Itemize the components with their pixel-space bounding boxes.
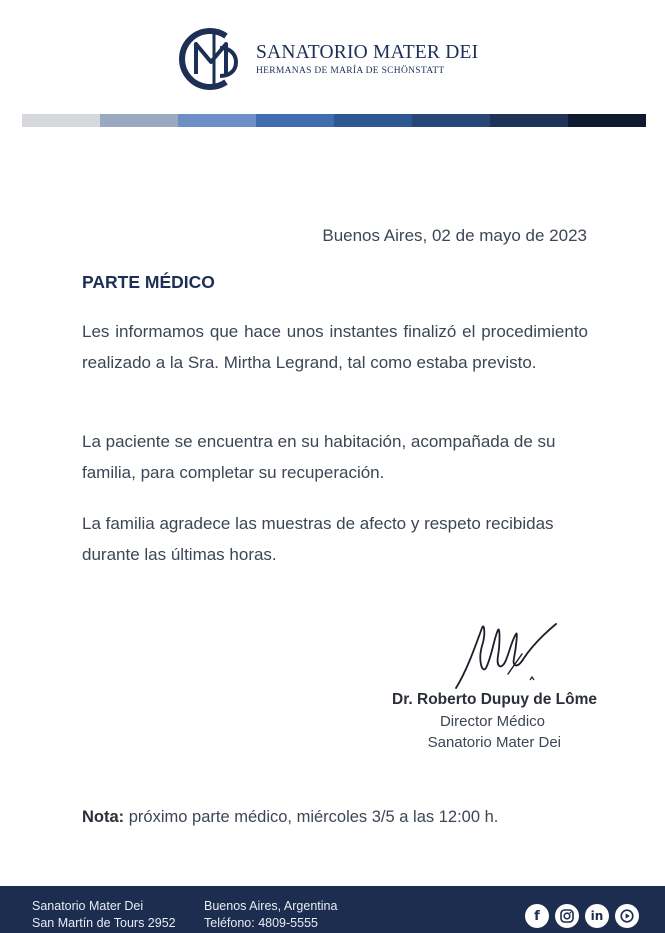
note <box>82 808 498 827</box>
color-bar-segment <box>178 114 256 127</box>
msd-monogram-logo <box>176 24 246 94</box>
handwritten-signature <box>452 616 562 694</box>
brand-subtitle: HERMANAS DE MARÍA DE SCHÖNSTATT <box>256 66 445 76</box>
signer-org: Sanatorio Mater Dei <box>427 734 561 751</box>
linkedin-icon[interactable]: in <box>585 904 609 928</box>
footer-address-block <box>32 898 176 932</box>
color-bar-segment <box>334 114 412 127</box>
color-bar-segment <box>100 114 178 127</box>
footer <box>0 886 665 933</box>
color-bar-segment <box>568 114 646 127</box>
color-bar-segment <box>22 114 100 127</box>
document-title: PARTE MÉDICO <box>82 272 215 292</box>
header-color-bar <box>22 114 646 127</box>
color-bar-segment <box>412 114 490 127</box>
paragraph-3: La familia agradece las muestras de afecto y respeto recibidas durante las últimas horas. <box>82 514 554 564</box>
paragraph-1: Les informamos que hace unos instantes finalizó el procedimiento realizado a la Sra. Mirtha Legrand, tal como estaba previsto. <box>82 322 588 372</box>
signer-role: Director Médico <box>439 713 545 730</box>
brand-name: SANATORIO MATER DEI <box>256 42 479 63</box>
paragraph-2: La paciente se encuentra en su habitación, acompañada de su familia, para completar su recuperación. <box>82 432 556 482</box>
letterhead <box>0 0 665 110</box>
instagram-icon[interactable] <box>555 904 579 928</box>
date-line: Buenos Aires, 02 de mayo de 2023 <box>322 226 587 245</box>
color-bar-segment <box>256 114 334 127</box>
social-links <box>525 904 639 928</box>
facebook-icon[interactable]: f <box>525 904 549 928</box>
footer-org-name: Sanatorio Mater Dei <box>32 899 144 913</box>
footer-contact-block <box>204 898 337 932</box>
signer-name: Dr. Roberto Dupuy de Lôme <box>392 691 597 708</box>
youtube-icon[interactable] <box>615 904 639 928</box>
footer-address: San Martín de Tours 2952 <box>32 916 176 930</box>
note-text: próximo parte médico, miércoles 3/5 a las 12:00 h. <box>124 808 499 826</box>
note-label: Nota: <box>82 808 125 826</box>
color-bar-segment <box>490 114 568 127</box>
footer-phone: Teléfono: 4809-5555 <box>204 916 318 930</box>
footer-city: Buenos Aires, Argentina <box>204 899 338 913</box>
